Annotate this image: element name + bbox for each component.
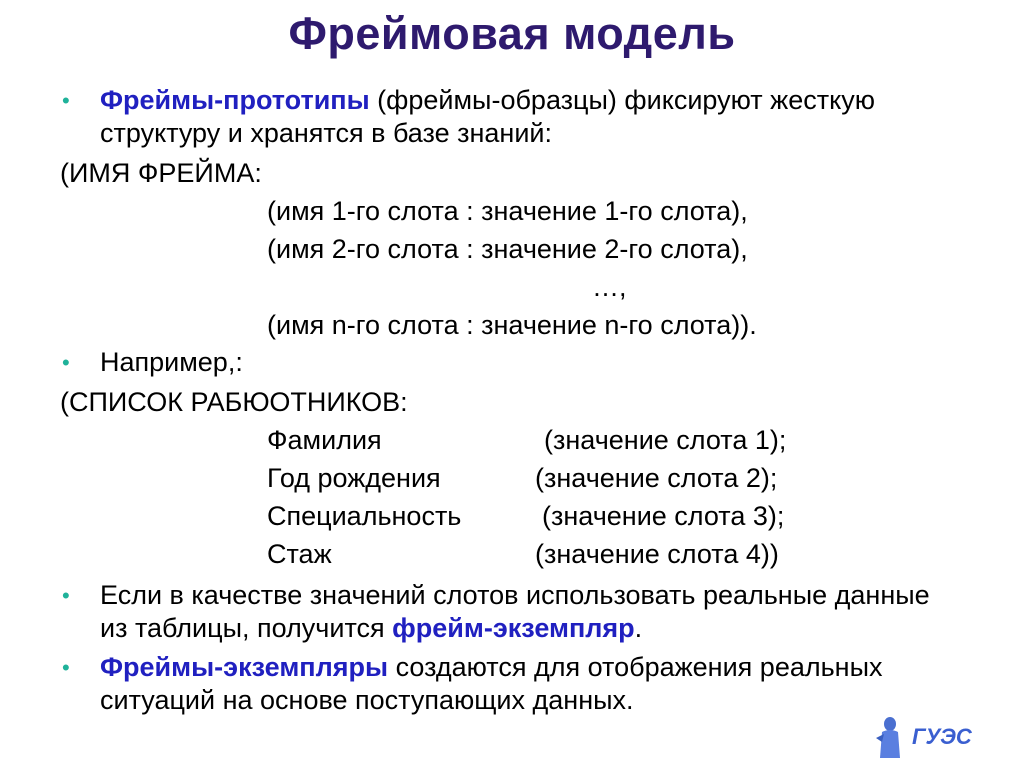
bullet-prototypes: [60, 84, 960, 150]
bullet-marker: •: [62, 350, 70, 375]
slot-line-ellipsis: …,: [592, 272, 627, 302]
example-slot-value: (значение слота 3);: [542, 501, 785, 531]
logo-text: ГУЭС: [912, 724, 972, 749]
figure-icon: [876, 717, 900, 758]
term-instances: Фреймы-экземпляры: [100, 652, 389, 682]
slot-line-2: (имя 2-го слота : значение 2-го слота),: [267, 234, 748, 264]
example-slot-name: Специальность: [267, 501, 462, 531]
example-slot-name: Стаж: [267, 539, 332, 569]
bullet-example-text: Например,:: [100, 347, 243, 377]
example-slot-value: (значение слота 4)): [535, 539, 779, 569]
term-prototypes: Фреймы-прототипы: [100, 85, 370, 115]
slot-line-n: (имя n-го слота : значение n-го слота)).: [267, 310, 757, 340]
example-slot-value: (значение слота 1);: [544, 425, 787, 455]
bullet-instance-end: .: [634, 613, 643, 643]
slide-body: [60, 84, 960, 721]
bullet-instance-text: Если в качестве значений слотов использовать реальные данные из таблицы, получится: [100, 580, 930, 643]
bullet-instance: [60, 579, 960, 645]
bullet-prototypes-text: (фреймы-образцы) фиксируют жесткую структуру и хранятся в базе знаний:: [100, 85, 875, 148]
university-logo: [870, 710, 990, 760]
bullet-marker: •: [62, 583, 70, 608]
frame-open-line: (ИМЯ ФРЕЙМА:: [60, 158, 262, 188]
example-row: [60, 497, 960, 535]
bullet-marker: •: [62, 88, 70, 113]
slot-line-1: (имя 1-го слота : значение 1-го слота),: [267, 196, 748, 226]
slide-title: Фреймовая модель: [288, 8, 736, 59]
list-open-line: (СПИСОК РАБЮОТНИКОВ:: [60, 387, 408, 417]
example-row: [60, 459, 960, 497]
bullet-instances: [60, 651, 960, 717]
example-row: [60, 535, 960, 573]
example-slot-value: (значение слота 2);: [535, 463, 778, 493]
term-frame-instance: фрейм-экземпляр: [392, 613, 635, 643]
bullet-example: [60, 346, 960, 379]
example-slot-name: Фамилия: [267, 425, 382, 455]
example-row: [60, 421, 960, 459]
bullet-marker: •: [62, 655, 70, 680]
example-slot-name: Год рождения: [267, 463, 441, 493]
bullet-instances-text: создаются для отображения реальных ситуаций на основе поступающих данных.: [100, 652, 883, 715]
